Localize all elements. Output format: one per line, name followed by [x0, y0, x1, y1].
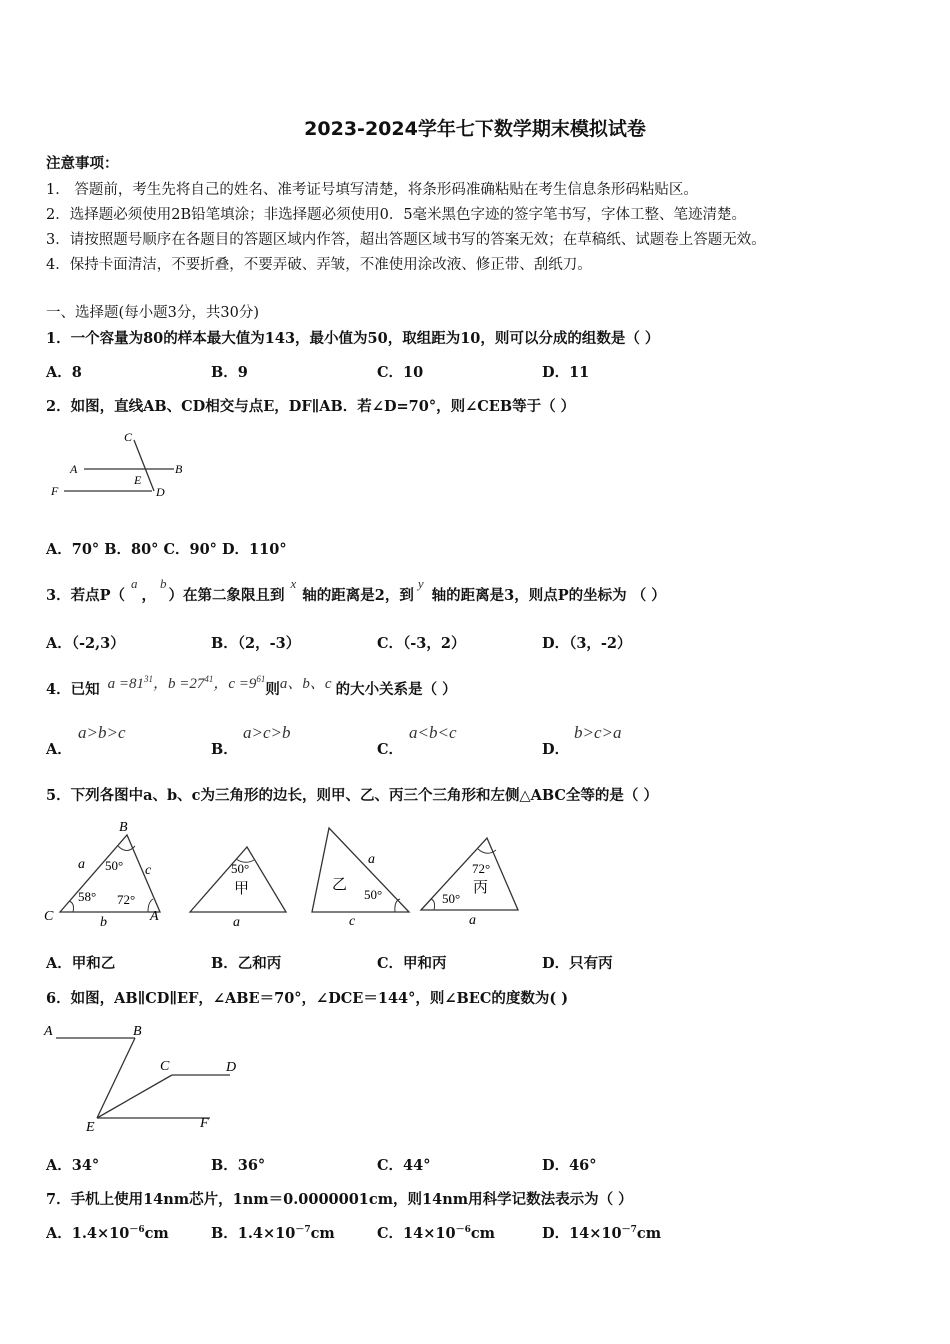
q1-option-c: C．10	[377, 364, 424, 381]
q3-option-d: D．（3，-2）	[542, 635, 632, 652]
question-4-stem: 4．已知 $a =81^{31}$，$b =27^{41}$，$c =9^{61}$则a、b、c 的大小关系是（ ）	[46, 674, 457, 698]
q4-option-b-expr: a>c>b	[243, 723, 291, 742]
notes-header: 注意事项：	[46, 155, 119, 172]
q3-option-c: C．（-3，2）	[377, 635, 466, 652]
svg-text:50°: 50°	[364, 887, 383, 902]
svg-text:C: C	[44, 909, 54, 924]
svg-text:58°: 58°	[78, 889, 97, 904]
svg-text:B: B	[133, 1024, 142, 1039]
q6-figure	[40, 1015, 250, 1135]
q1-option-b: B．9	[211, 364, 248, 381]
question-6-stem: 6．如图，AB∥CD∥EF，∠ABE＝70°，∠DCE＝144°，则∠BEC的度数为( )	[46, 990, 569, 1007]
note-item: 3．请按照题号顺序在各题目的答题区域内作答，超出答题区域书写的答案无效；在草稿纸、试题卷上答题无效。	[46, 232, 766, 248]
q6-option-a: A．34°	[46, 1157, 100, 1174]
q4-option-a-expr: a>b>c	[78, 723, 126, 742]
q7-option-c: C．$14\times 10^{-6}cm$	[377, 1225, 495, 1242]
svg-text:C: C	[160, 1059, 170, 1074]
q6-option-d: D．46°	[542, 1157, 597, 1174]
q5-option-b: B．乙和丙	[211, 955, 282, 972]
q2-options: A．70° B．80° C．90° D．110°	[46, 541, 287, 558]
svg-text:a: a	[78, 857, 85, 872]
svg-text:甲: 甲	[234, 881, 250, 897]
q4-option-c-expr: a<b<c	[409, 723, 457, 742]
q2-label-a: A	[70, 462, 78, 476]
svg-text:B: B	[119, 820, 128, 835]
svg-text:丙: 丙	[473, 880, 489, 896]
q1-option-d: D．11	[542, 364, 590, 381]
section-heading: 一、选择题(每小题3分，共30分)	[46, 305, 259, 321]
svg-text:c: c	[349, 914, 356, 929]
q3-option-a: A．（-2,3）	[46, 635, 125, 652]
q4-option-c-label: C．	[377, 741, 404, 758]
q6-option-b: B．36°	[211, 1157, 266, 1174]
svg-text:b: b	[100, 915, 107, 930]
question-2-stem: 2．如图，直线AB、CD相交与点E，DF∥AB．若∠D=70°，则∠CEB等于（ ）	[46, 398, 576, 415]
q5-figure	[40, 815, 530, 935]
note-item: 4．保持卡面清洁，不要折叠，不要弄破、弄皱，不准使用涂改液、修正带、刮纸刀。	[46, 257, 592, 273]
svg-text:F: F	[200, 1116, 209, 1131]
q2-label-e: E	[134, 473, 142, 487]
svg-text:乙: 乙	[332, 877, 348, 893]
svg-text:E: E	[86, 1120, 95, 1135]
page-title: 2023-2024学年七下数学期末模拟试卷	[304, 118, 646, 140]
svg-text:D: D	[226, 1060, 237, 1075]
question-1-stem: 1．一个容量为80的样本最大值为143，最小值为50，取组距为10，则可以分成的组数是（ ）	[46, 330, 660, 347]
svg-text:c: c	[145, 863, 152, 878]
svg-text:A: A	[150, 909, 159, 924]
q2-label-f: F	[51, 484, 59, 498]
q5-option-c: C．甲和丙	[377, 955, 447, 972]
note-item: 1． 答题前，考生先将自己的姓名、准考证号填写清楚，将条形码准确粘贴在考生信息条形码粘贴区。	[46, 182, 698, 198]
q4-option-b-label: B．	[211, 741, 238, 758]
q4-option-d-expr: b>c>a	[574, 723, 622, 742]
svg-text:a: a	[368, 852, 375, 867]
q2-label-b: B	[175, 462, 183, 476]
q7-option-d: D．$14\times 10^{-7}cm$	[542, 1225, 662, 1242]
q2-label-d: D	[156, 485, 165, 499]
q2-label-c: C	[124, 430, 133, 444]
q5-option-d: D．只有丙	[542, 955, 613, 972]
svg-text:50°: 50°	[105, 858, 124, 873]
svg-text:72°: 72°	[117, 892, 136, 907]
q4-option-a-label: A．	[46, 741, 72, 758]
note-item: 2．选择题必须使用2B铅笔填涂；非选择题必须使用0．5毫米黑色字迹的签字笔书写，字体工整、笔迹清楚。	[46, 207, 747, 223]
q4-option-d-label: D．	[542, 741, 570, 758]
q7-option-b: B．$1.4\times 10^{-7}cm$	[211, 1225, 335, 1242]
q6-option-c: C．44°	[377, 1157, 431, 1174]
question-3-stem: 3．若点P（a，b）在第二象限且到x轴的距离是2，到y轴的距离是3，则点P的坐标为 （ ）	[46, 576, 666, 604]
q2-figure	[44, 428, 194, 502]
q3-option-b: B．（2，-3）	[211, 635, 301, 652]
svg-text:a: a	[469, 913, 476, 928]
q1-option-a: A．8	[46, 364, 82, 381]
q5-option-a: A．甲和乙	[46, 955, 116, 972]
svg-text:50°: 50°	[442, 891, 461, 906]
question-5-stem: 5．下列各图中a、b、c为三角形的边长，则甲、乙、丙三个三角形和左侧△ABC全等的是（ ）	[46, 787, 658, 804]
q7-option-a: A．$1.4\times 10^{-6}cm$	[46, 1225, 169, 1242]
question-7-stem: 7．手机上使用14nm芯片，1nm＝0.0000001cm，则14nm用科学记数法表示为（ ）	[46, 1191, 633, 1208]
svg-text:72°: 72°	[472, 861, 491, 876]
svg-text:50°: 50°	[231, 861, 250, 876]
svg-text:a: a	[233, 915, 240, 930]
svg-text:A: A	[44, 1024, 53, 1039]
